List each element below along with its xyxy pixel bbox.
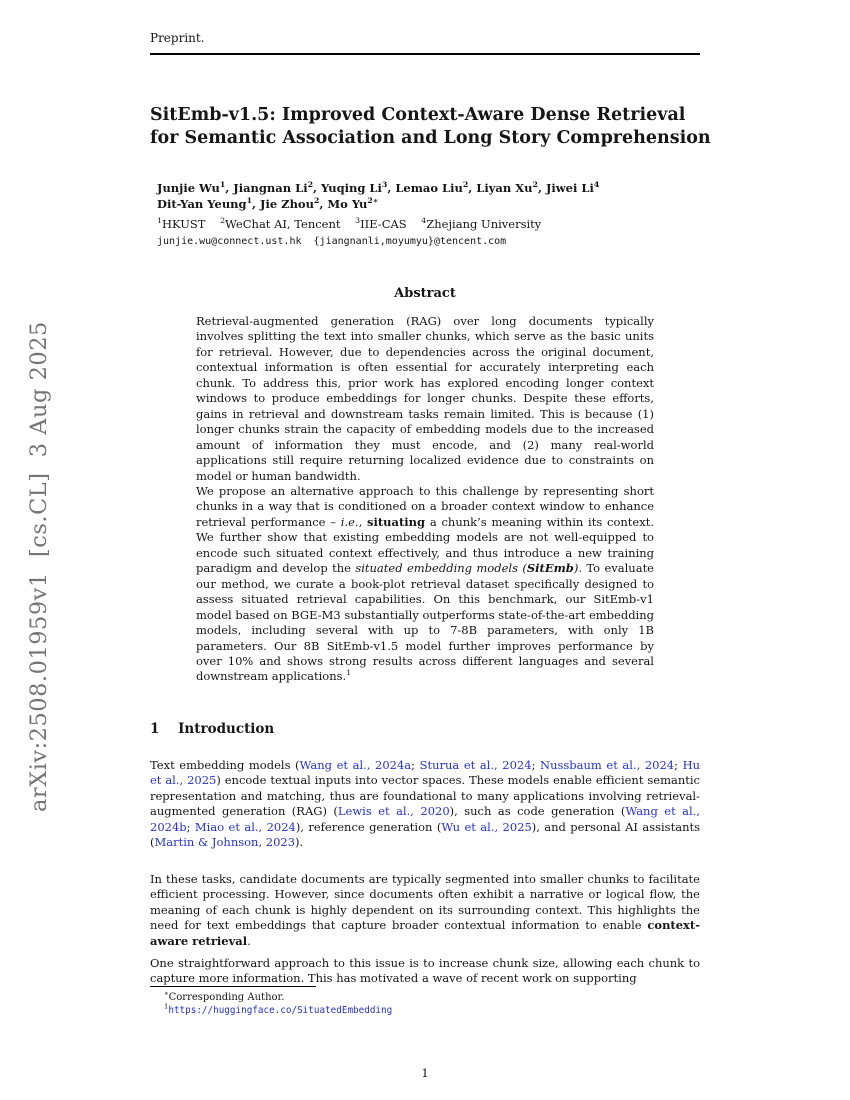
text-run: , Jiangnan Li [225,181,308,195]
paper-title [150,104,720,150]
text-run: i.e. [340,514,359,529]
text-run: ; [411,758,420,772]
text-run: ). [295,835,304,850]
text-run: We propose an alternative approach to this challenge by representing short chunks in a way that is conditioned on a broader context window to enhance retrieval performance – [196,483,654,529]
text-run: situating [367,514,426,529]
text-run: ∗ [164,989,169,998]
text-run: Text embedding models ( [150,758,300,772]
text-run: context-aware retrieval [150,918,700,948]
citation-link[interactable]: Sturua et al., 2024 [419,758,532,772]
text-run: , Liyan Xu [468,181,533,195]
text-run: 4 [593,180,600,190]
text-run: ) encode textual inputs into vector spaces. These models enable efficient semantic representation and matching, thus are foundational to many applications involving retrieval-augmented generation (RAG) ( [150,773,700,819]
text-run: ; [674,758,683,772]
text-run: 1 [164,1002,169,1011]
author-line-2 [157,196,702,212]
text-run: 3 [381,180,388,190]
citation-link[interactable]: Miao et al., 2024 [194,819,296,834]
text-run: a chunk’s meaning within its context. We further show that existing embedding models are not well-equipped to encode such situated context effectively, and thus introduce a new training paradigm and develop the [196,514,654,576]
text-run: , Yuqing Li [313,181,382,195]
text-run: 2 [462,180,469,190]
text-run: 2 [313,196,320,206]
text-run: 1 [157,216,162,226]
text-run: Retrieval-augmented generation (RAG) over long documents typically involves splitting the text into smaller chunks, which serve as the basic units for retrieval. However, due to dependencies across the original document, contextual information is often essential for accurately interpreting each chunk. To address this, prior work has explored encoding longer context windows to produce embeddings for longer chunks. Despite these efforts, gains in retrieval and downstream tasks remain limited. This is because (1) longer chunks strain the capacity of embedding models due to the increased amount of information they must encode, and (2) many real-world applications still require returning localized evidence due to constraints on model or human bandwidth. [196,314,654,483]
text-run: WeChat AI, Tencent [225,217,356,232]
footnote-rule [150,986,316,987]
text-run: 2 [532,180,538,190]
text-run: 1 [246,196,253,206]
text-run: One straightforward approach to this issue is to increase chunk size, allowing each chunk to capture more information. This has motivated a wave of recent work on supporting [150,956,700,986]
text-run: , Lemao Liu [387,181,463,195]
text-run: In these tasks, candidate documents are typically segmented into smaller chunks to facilitate efficient processing. However, since documents often exhibit a narrative or logical flow, the meaning of each chunk is highly dependent on its surrounding context. This highlights the need for text embeddings that capture broader contextual information to enable [150,872,700,933]
intro-paragraph-2 [150,872,700,949]
footnote-corresponding-author [150,991,700,1004]
text-run: ; [186,819,195,834]
citation-link[interactable]: Wang et al., 2024a [299,758,412,772]
section-heading-introduction [150,721,274,737]
text-run: , Jiwei Li [537,181,594,195]
text-run: , [358,514,368,529]
text-run: . To evaluate our method, we curate a book-plot retrieval dataset specifically designed to assess situated retrieval capabilities. On this benchmark, our SitEmb-v1 model based on BGE-M3 substantially outperforms state-of-the-art embedding models, including several with up to 7-8B parameters, with only 1B parameters. Our 8B SitEmb-v1.5 model further improves performance by over 10% and shows strong results across different languages and several downstream applications. [196,561,654,684]
paper-title-line-2: for Semantic Association and Long Story Comprehension [150,127,711,148]
section-title: Introduction [178,721,275,737]
footnote-url-link[interactable]: https://huggingface.co/SituatedEmbedding [168,1005,393,1016]
text-run: ) [573,561,579,576]
citation-link[interactable]: Lewis et al., 2020 [337,804,450,819]
citation-link[interactable]: Nussbaum et al., 2024 [540,758,675,772]
citation-link[interactable]: Wu et al., 2025 [441,819,532,834]
author-line-1 [157,180,702,196]
text-run: . [247,933,251,948]
paper-title-line-1: SitEmb-v1.5: Improved Context-Aware Dense Retrieval [150,105,686,125]
text-run: 3 [355,216,361,226]
text-run: SitEmb [526,561,574,576]
text-run: 4 [421,216,427,226]
citation-link[interactable]: Wang et al., 2024b [150,804,701,834]
text-run: ), and personal AI assistants ( [150,819,700,850]
abstract-section [150,286,700,685]
text-run: ), such as code generation ( [449,804,626,819]
text-run: ; [531,758,541,772]
text-run: Corresponding Author. [168,992,285,1003]
affiliations-line [157,216,702,232]
abstract-heading: Abstract [394,286,456,301]
abstract-paragraph-1 [196,314,654,484]
text-run: HKUST [161,217,221,232]
intro-paragraph-3 [150,956,700,987]
citation-link[interactable]: Martin & Johnson, 2023 [154,835,296,850]
section-number: 1 [150,721,160,737]
text-run: Junjie Wu [157,181,220,195]
text-run: Dit-Yan Yeung [157,197,247,212]
preprint-header: Preprint. [150,31,205,45]
text-run: 1 [346,668,352,678]
footnote-resource-url [150,1004,700,1017]
page-number: 1 [421,1066,429,1080]
text-run: 2∗ [367,196,379,206]
intro-paragraph-1 [150,758,700,851]
text-run: IIE-CAS [360,217,422,232]
text-run: 2 [307,180,314,190]
text-run: , Mo Yu [319,197,368,212]
author-emails: junjie.wu@connect.ust.hk {jiangnanli,moyumyu}@tencent.com [157,236,507,248]
text-run: 1 [219,180,226,190]
text-run: 2 [220,216,226,226]
arxiv-watermark: arXiv:2508.01959v1 [cs.CL] 3 Aug 2025 [26,321,52,812]
citation-link[interactable]: Hu et al., 2025 [150,758,701,788]
author-block [157,180,702,249]
text-run: Zhejiang University [426,217,542,232]
text-run: ), reference generation ( [295,819,442,834]
text-run: situated embedding models ( [355,561,527,576]
abstract-paragraph-2 [196,484,654,685]
header-rule [150,53,700,55]
text-run: , Jie Zhou [252,197,314,212]
